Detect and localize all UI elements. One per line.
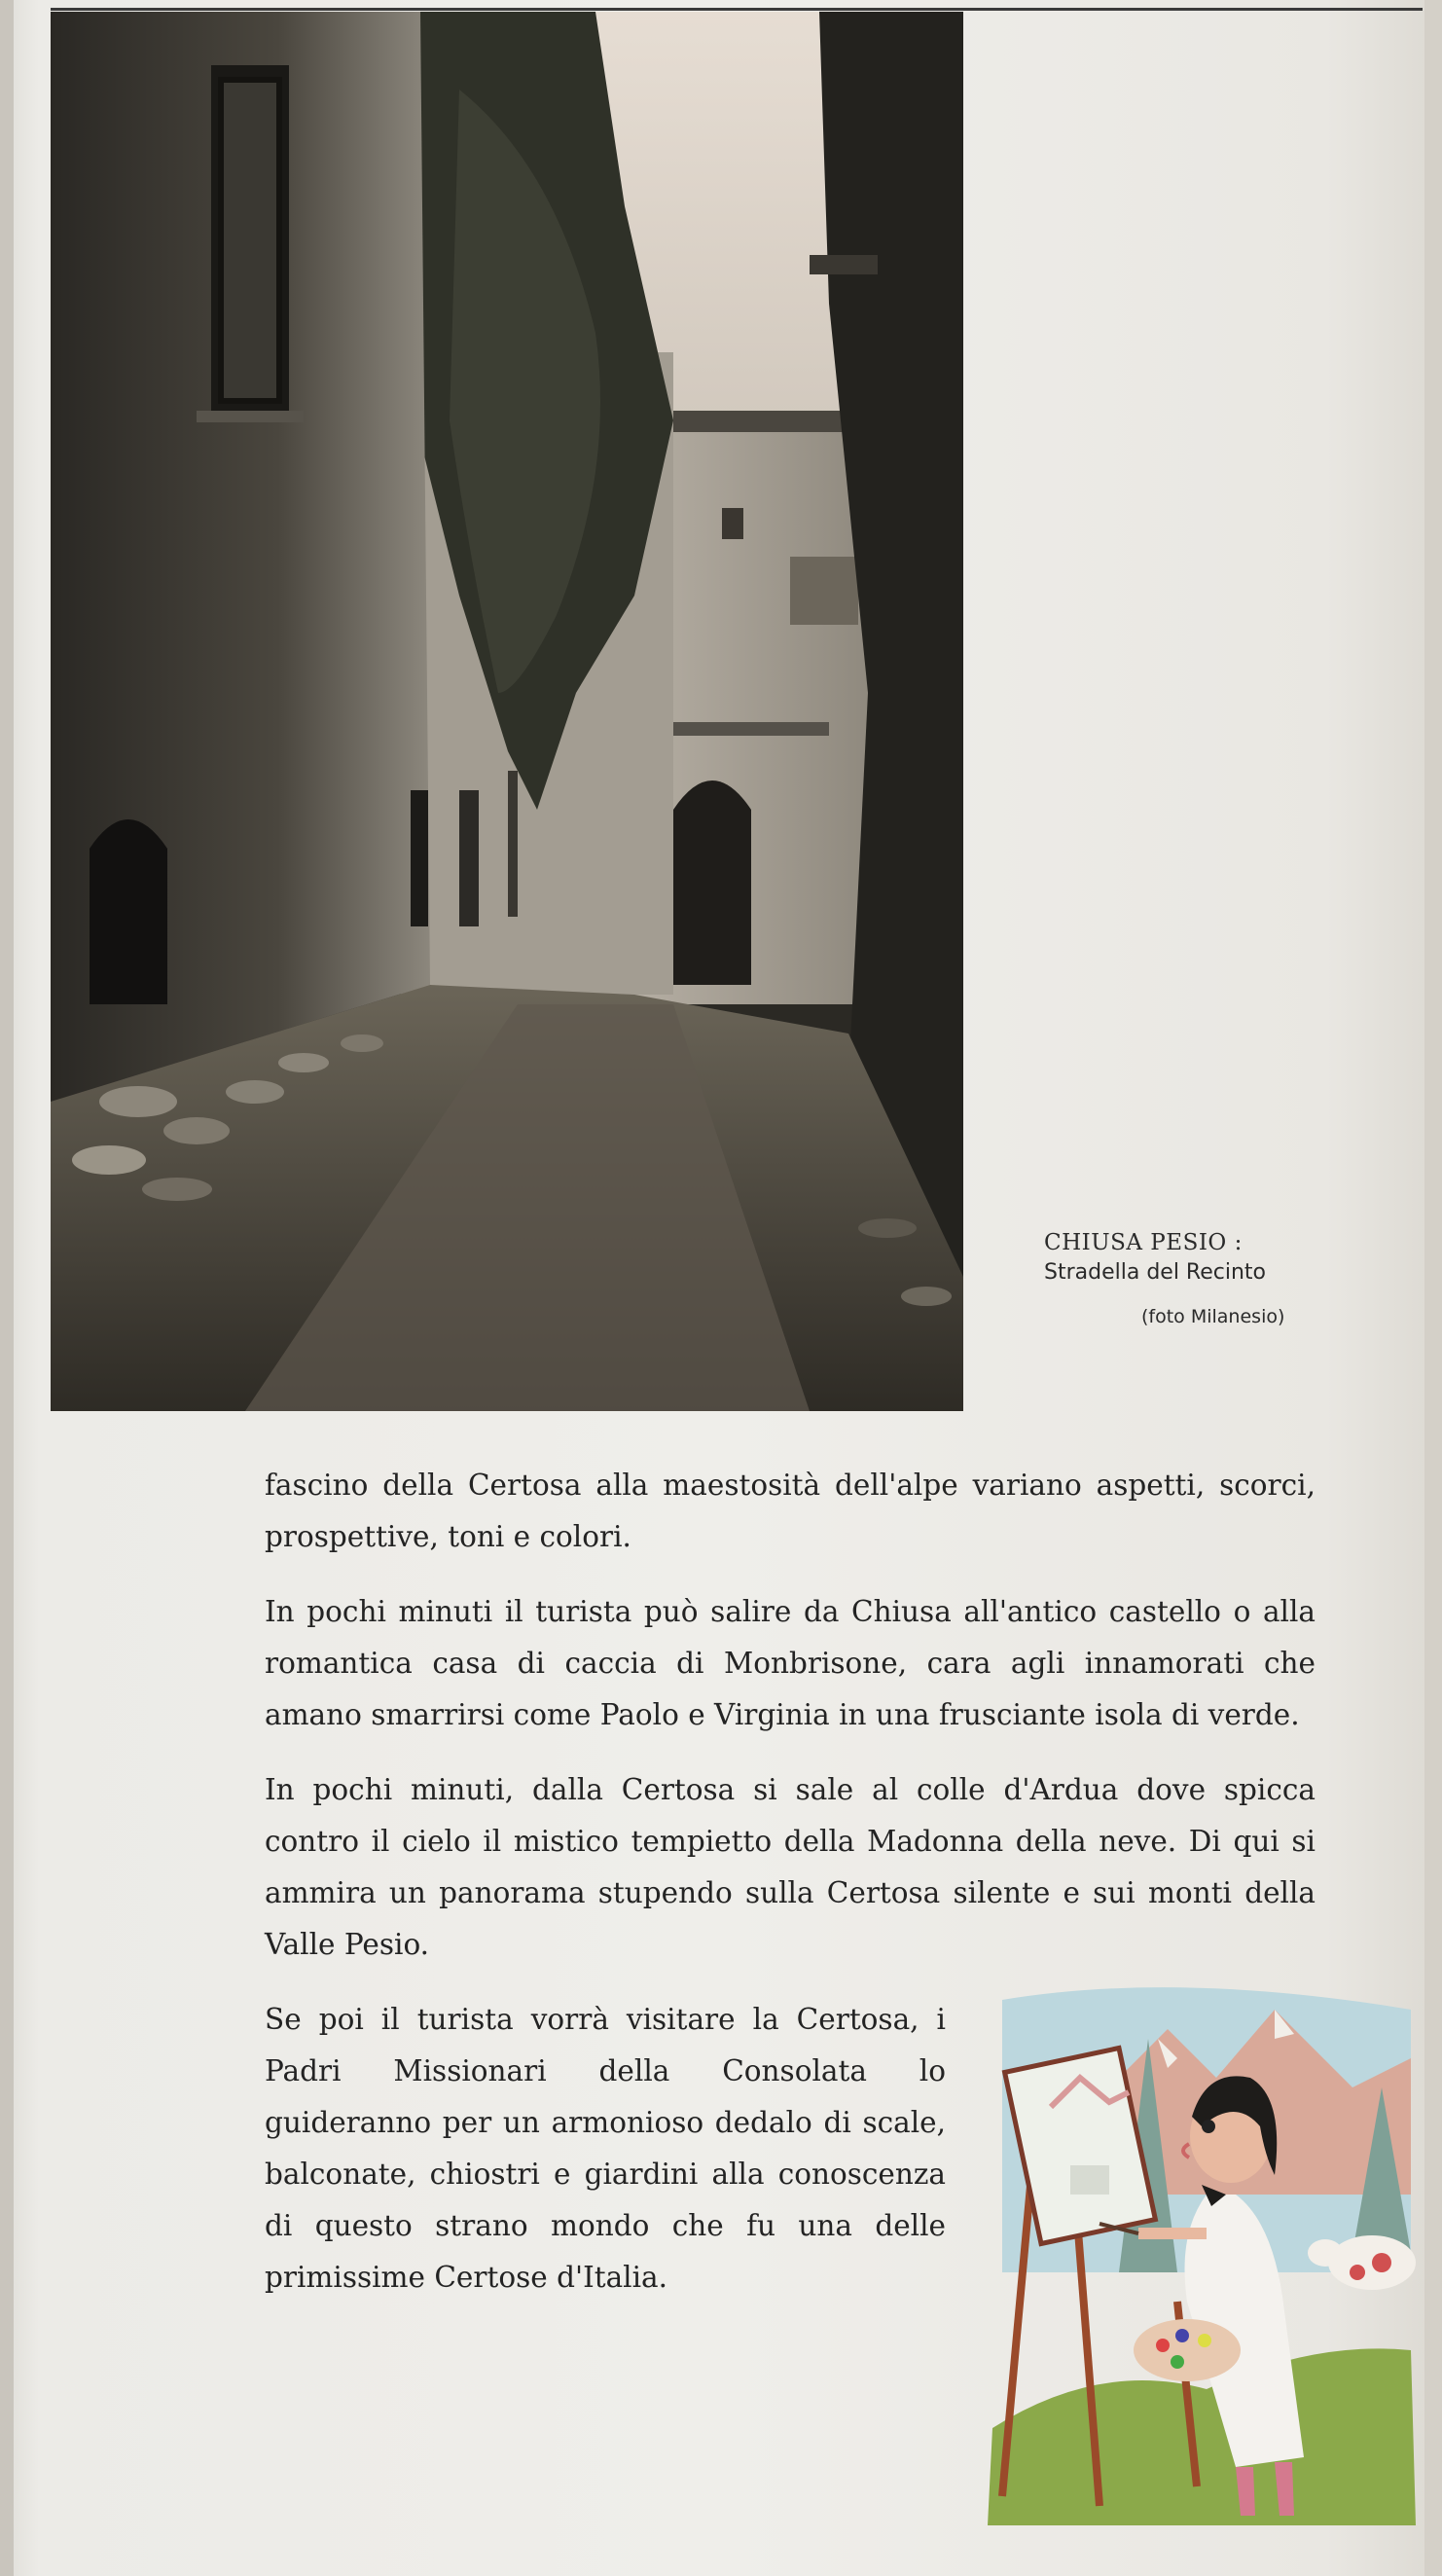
street-photo — [51, 12, 963, 1411]
painter-illustration — [983, 1980, 1425, 2525]
painter-icon — [983, 1980, 1425, 2525]
caption-credit: (foto Milanesio) — [1141, 1306, 1285, 1327]
paragraph-3: In pochi minuti, dalla Certosa si sale al colle d'Ardua dove spicca contro il cielo il mistico tempietto della Madonna della neve. Di qui si ammira un panorama stupendo sulla Certosa silente e sui monti della Valle Pesio. — [265, 1773, 1316, 1961]
paragraph-2: In pochi minuti il turista può salire da Chiusa all'antico castello o alla romantica casa di caccia di Monbrisone, cara agli innamorati che amano smarrirsi come Paolo e Virginia in una frusciante isola di verde. — [265, 1595, 1316, 1731]
top-rule — [51, 8, 1423, 11]
paragraph-4: Se poi il turista vorrà visitare la Certosa, i Padri Missionari della Consolata lo guideranno per un armonioso dedalo di scale, balconate, chiostri e giardini alla conoscenza di questo strano mondo che fu una delle primissime Certose d'Italia. — [265, 2003, 946, 2294]
caption-place: CHIUSA PESIO : — [1044, 1230, 1243, 1255]
page-right-edge — [1424, 0, 1442, 2576]
page-left-edge — [0, 0, 14, 2576]
caption-subject: Stradella del Recinto — [1044, 1260, 1266, 1285]
photo-caption — [1044, 1228, 1365, 1331]
street-photo-icon — [51, 12, 963, 1411]
paragraph-1: fascino della Certosa alla maestosità dell'alpe variano aspetti, scorci, prospettive, toni e colori. — [265, 1469, 1316, 1553]
